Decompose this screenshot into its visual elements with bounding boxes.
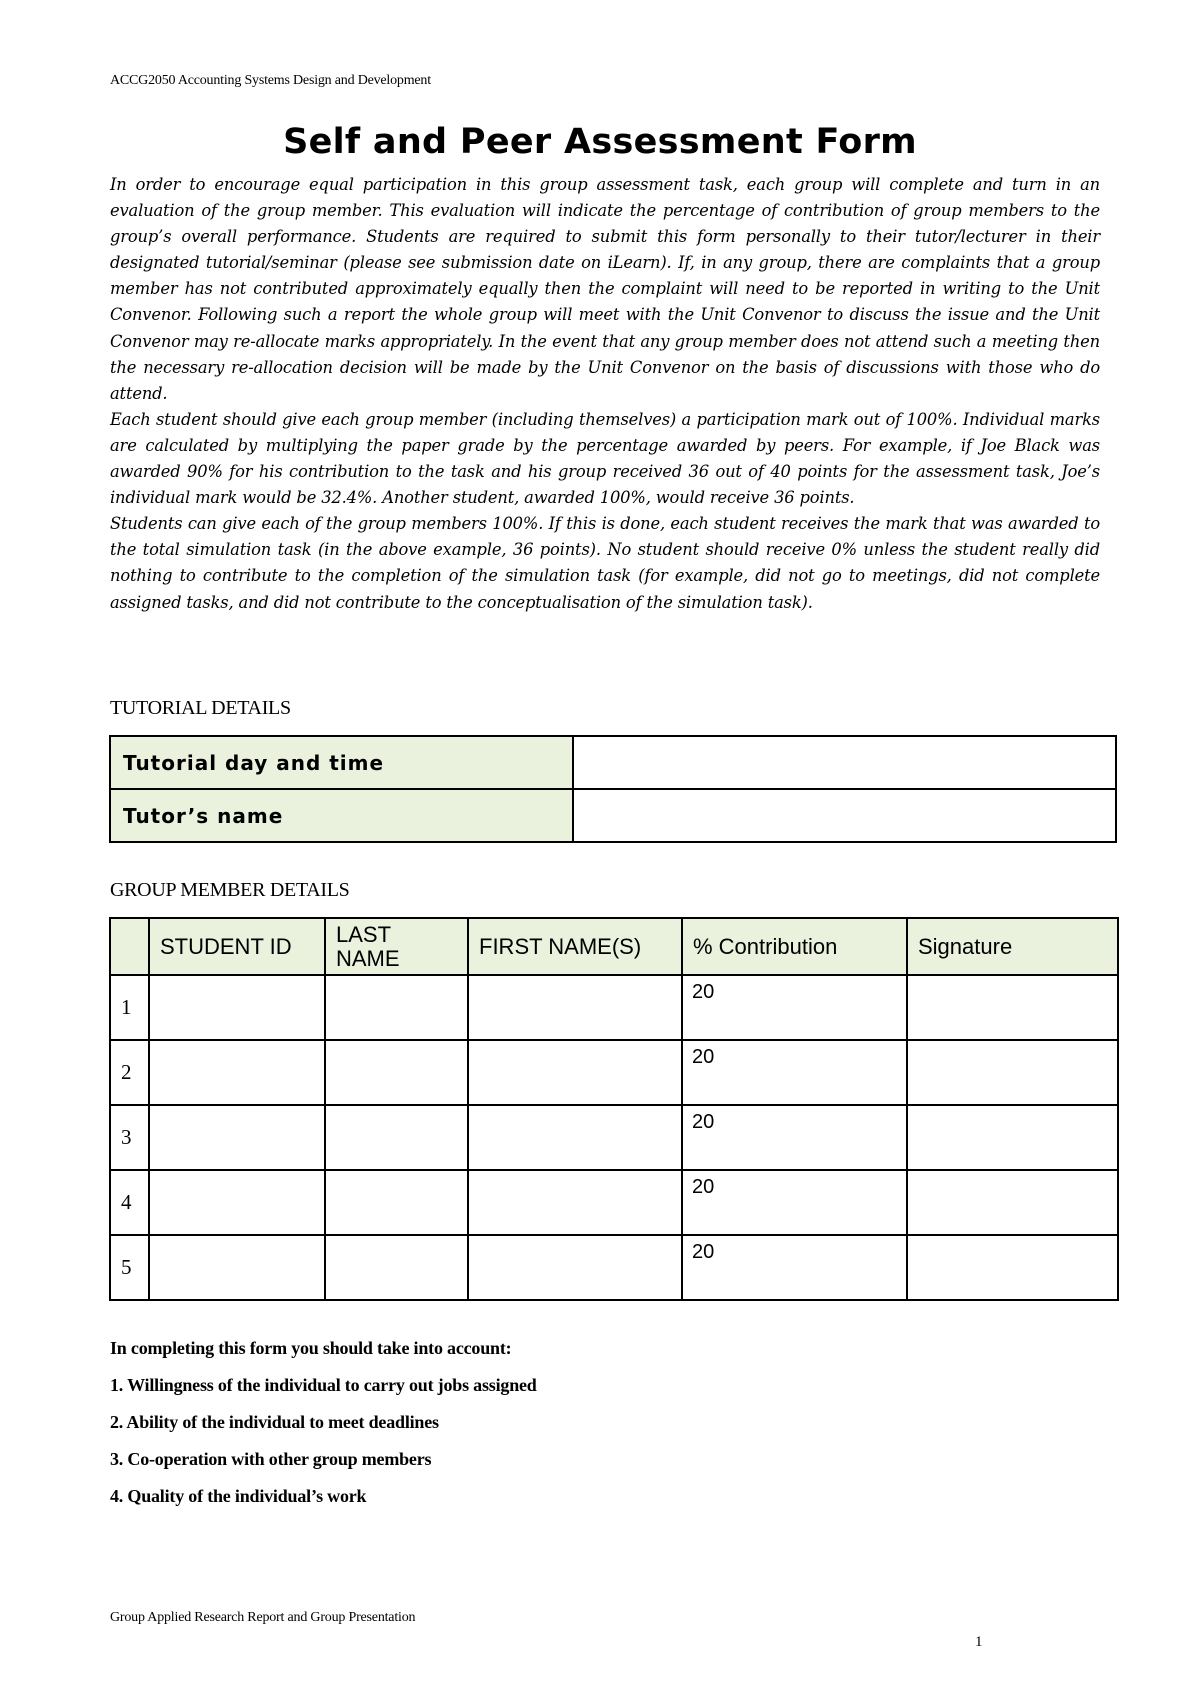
intro-paragraph: In order to encourage equal participation in this group assessment task, each group will complete and turn in an evaluation of the group member. This evaluation will indicate the percentage of contribution of group members to the group’s overall performance. Students are required to submit this form personally to their tutor/lecturer in their designated tutorial/seminar (please see submission date on iLearn). If, in any group, there are complaints that a group member has not contributed approximately equally then the complaint will need to be reported in writing to the Unit Convenor. Following such a report the whole group will meet with the Unit Convenor to discuss the issue and the Unit Convenor may re-allocate marks appropriately. In the event that any group member does not attend such a meeting then the necessary re-allocation decision will be made by the Unit Convenor on the basis of discussions with those who do attend. — [110, 175, 1100, 403]
tutorial-details-heading: TUTORIAL DETAILS — [110, 697, 291, 719]
column-header-number — [110, 918, 149, 975]
column-header-signature: Signature — [907, 918, 1118, 975]
first-names-cell[interactable] — [468, 1170, 682, 1235]
row-number: 5 — [110, 1235, 149, 1300]
running-header: ACCG2050 Accounting Systems Design and Development — [110, 73, 431, 88]
signature-cell[interactable] — [907, 1170, 1118, 1235]
contribution-cell[interactable]: 20 — [682, 975, 907, 1040]
row-number: 3 — [110, 1105, 149, 1170]
last-name-cell[interactable] — [325, 1040, 468, 1105]
tutorial-day-time-label: Tutorial day and time — [110, 736, 573, 789]
criteria-item: 2. Ability of the individual to meet deadlines — [110, 1412, 439, 1432]
page-title: Self and Peer Assessment Form — [283, 122, 917, 162]
first-names-cell[interactable] — [468, 975, 682, 1040]
table-row — [110, 736, 1116, 789]
student-id-cell[interactable] — [149, 1040, 325, 1105]
assessment-criteria — [110, 1336, 537, 1521]
table-row — [110, 1235, 1118, 1300]
first-names-cell[interactable] — [468, 1040, 682, 1105]
contribution-cell[interactable]: 20 — [682, 1170, 907, 1235]
student-id-cell[interactable] — [149, 975, 325, 1040]
signature-cell[interactable] — [907, 1105, 1118, 1170]
group-member-details-heading: GROUP MEMBER DETAILS — [110, 879, 350, 901]
contribution-cell[interactable]: 20 — [682, 1235, 907, 1300]
student-id-cell[interactable] — [149, 1105, 325, 1170]
column-header-last-name: LAST NAME — [325, 918, 468, 975]
contribution-cell[interactable]: 20 — [682, 1040, 907, 1105]
first-names-cell[interactable] — [468, 1105, 682, 1170]
table-header-row — [110, 918, 1118, 975]
table-row — [110, 789, 1116, 842]
row-number: 4 — [110, 1170, 149, 1235]
criteria-item: 4. Quality of the individual’s work — [110, 1486, 367, 1506]
row-number: 2 — [110, 1040, 149, 1105]
contribution-cell[interactable]: 20 — [682, 1105, 907, 1170]
signature-cell[interactable] — [907, 975, 1118, 1040]
last-name-cell[interactable] — [325, 1235, 468, 1300]
column-header-student-id: STUDENT ID — [149, 918, 325, 975]
table-row — [110, 1040, 1118, 1105]
criteria-item: 3. Co-operation with other group members — [110, 1449, 432, 1469]
tutorial-day-time-field[interactable] — [573, 736, 1116, 789]
page-number: 1 — [975, 1634, 983, 1650]
column-header-contribution: % Contribution — [682, 918, 907, 975]
student-id-cell[interactable] — [149, 1170, 325, 1235]
group-member-table — [109, 917, 1119, 1301]
last-name-cell[interactable] — [325, 975, 468, 1040]
first-names-cell[interactable] — [468, 1235, 682, 1300]
last-name-cell[interactable] — [325, 1170, 468, 1235]
tutor-name-field[interactable] — [573, 789, 1116, 842]
intro-text — [110, 172, 1100, 616]
intro-paragraph: Each student should give each group member (including themselves) a participation mark out of 100%. Individual marks are calculated by multiplying the paper grade by the percentage awarded by peers. For example, if Joe Black was awarded 90% for his contribution to the task and his group received 36 out of 40 points for the assessment task, Joe’s individual mark would be 32.4%. Another student, awarded 100%, would receive 36 points. — [110, 409, 1100, 508]
tutor-name-label: Tutor’s name — [110, 789, 573, 842]
criteria-intro: In completing this form you should take into account: — [110, 1338, 512, 1358]
table-row — [110, 1170, 1118, 1235]
criteria-item: 1. Willingness of the individual to carry out jobs assigned — [110, 1375, 537, 1395]
row-number: 1 — [110, 975, 149, 1040]
last-name-cell[interactable] — [325, 1105, 468, 1170]
table-row — [110, 975, 1118, 1040]
signature-cell[interactable] — [907, 1040, 1118, 1105]
signature-cell[interactable] — [907, 1235, 1118, 1300]
student-id-cell[interactable] — [149, 1235, 325, 1300]
tutorial-details-table — [109, 735, 1117, 843]
table-row — [110, 1105, 1118, 1170]
intro-paragraph: Students can give each of the group members 100%. If this is done, each student receives the mark that was awarded to the total simulation task (in the above example, 36 points). No student should receive 0% unless the student really did nothing to contribute to the completion of the simulation task (for example, did not go to meetings, did not complete assigned tasks, and did not contribute to the conceptualisation of the simulation task). — [110, 514, 1100, 612]
column-header-first-names: FIRST NAME(S) — [468, 918, 682, 975]
running-footer: Group Applied Research Report and Group Presentation — [110, 1610, 416, 1625]
